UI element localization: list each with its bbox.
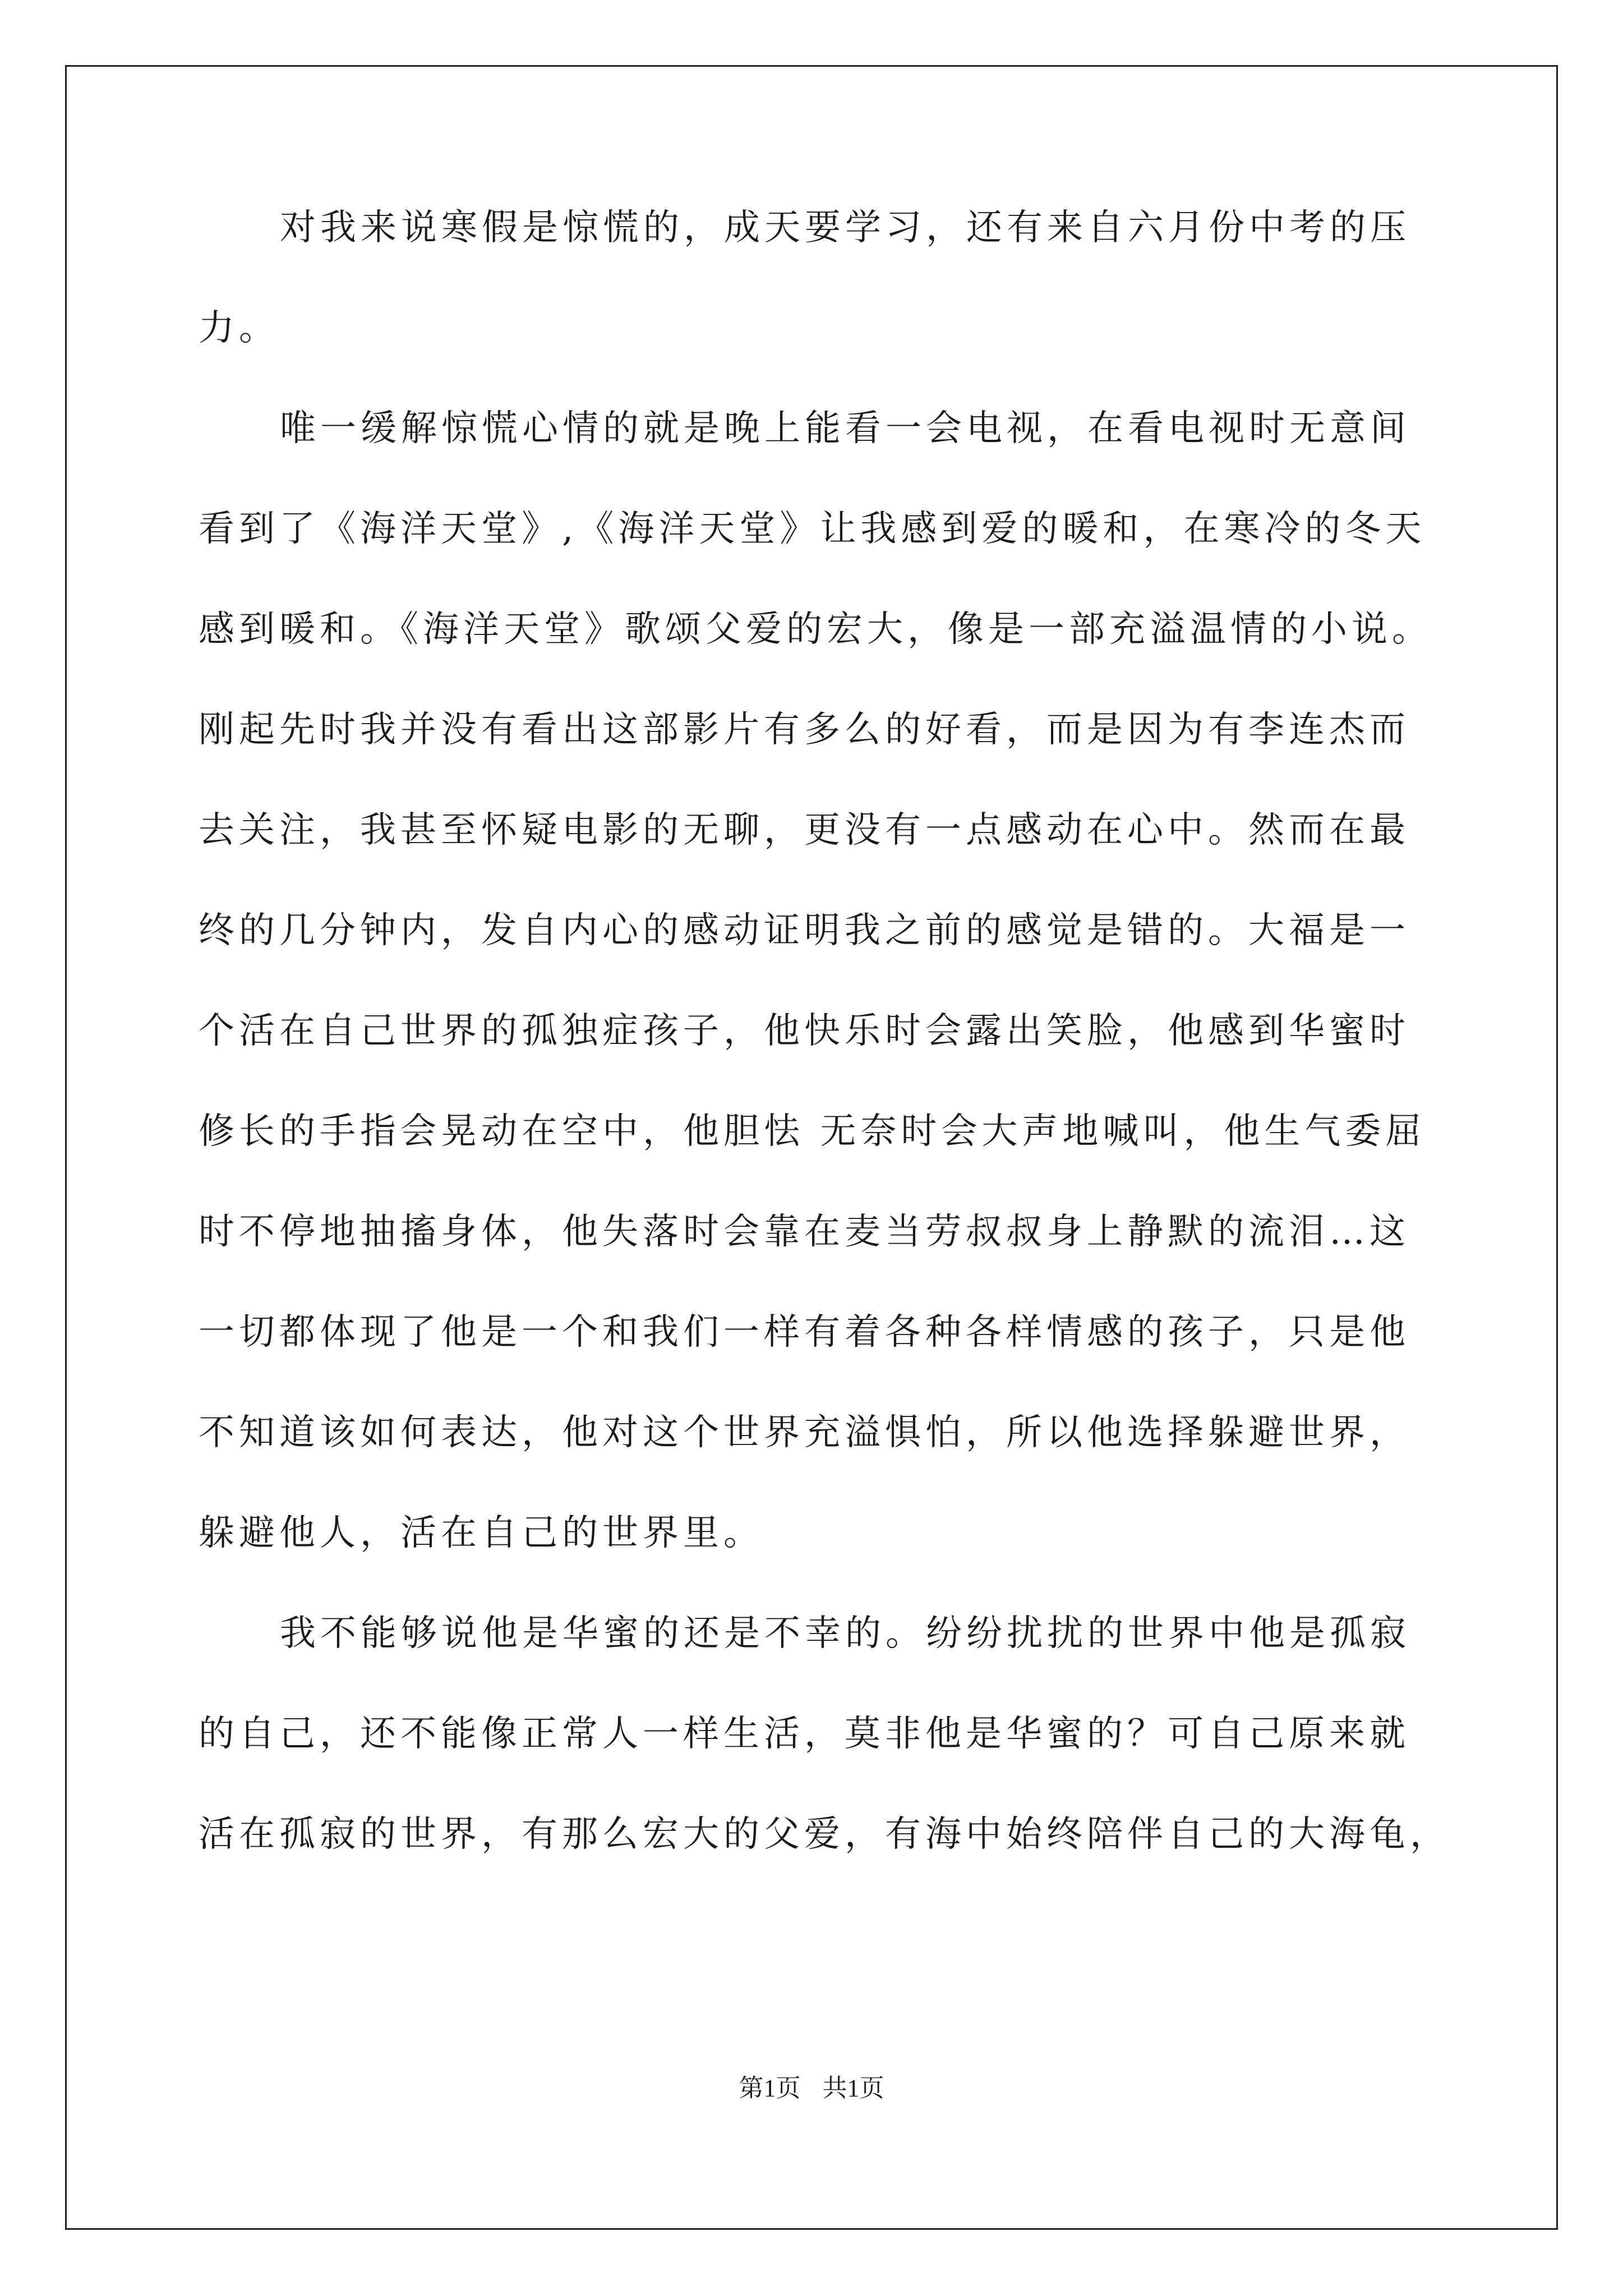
paragraph-2-line-4: 刚起先时我并没有看出这部影片有多么的好看，而是因为有李连杰而 xyxy=(199,709,1410,751)
paragraph-2-line-5: 去关注，我甚至怀疑电影的无聊，更没有一点感动在心中。然而在最 xyxy=(199,809,1410,851)
paragraph-2-line-9: 时不停地抽搐身体，他失落时会靠在麦当劳叔叔身上静默的流泪…这 xyxy=(199,1211,1410,1253)
page-total: 共1页 xyxy=(822,2074,884,2102)
page-footer xyxy=(0,2074,1623,2102)
page-number: 第1页 xyxy=(739,2074,801,2102)
paragraph-2-line-6: 终的几分钟内，发自内心的感动证明我之前的感觉是错的。大福是一 xyxy=(199,910,1410,951)
paragraph-2-line-8: 修长的手指会晃动在空中，他胆怯 无奈时会大声地喊叫，他生气委屈 xyxy=(199,1111,1426,1152)
paragraph-1-line-1: 对我来说寒假是惊慌的，成天要学习，还有来自六月份中考的压 xyxy=(280,207,1410,249)
paragraph-2-line-11: 不知道该如何表达，他对这个世界充溢惧怕，所以他选择躲避世界， xyxy=(199,1412,1410,1453)
paragraph-2-line-1: 唯一缓解惊慌心情的就是晚上能看一会电视，在看电视时无意间 xyxy=(280,408,1410,449)
paragraph-2-line-2: 看到了《海洋天堂》,《海洋天堂》让我感到爱的暖和，在寒冷的冬天 xyxy=(199,508,1426,550)
paragraph-2-line-7: 个活在自己世界的孤独症孩子，他快乐时会露出笑脸，他感到华蜜时 xyxy=(199,1010,1410,1052)
paragraph-3-line-2: 的自己，还不能像正常人一样生活，莫非他是华蜜的？可自己原来就 xyxy=(199,1713,1410,1755)
paragraph-3-line-3: 活在孤寂的世界，有那么宏大的父爱，有海中始终陪伴自己的大海龟， xyxy=(199,1814,1450,1855)
paragraph-1-line-2: 力。 xyxy=(199,307,279,349)
paragraph-2-line-10: 一切都体现了他是一个和我们一样有着各种各样情感的孩子，只是他 xyxy=(199,1312,1410,1353)
paragraph-3-line-1: 我不能够说他是华蜜的还是不幸的。纷纷扰扰的世界中他是孤寂 xyxy=(280,1613,1410,1654)
paragraph-2-line-12: 躲避他人，活在自己的世界里。 xyxy=(199,1512,764,1554)
paragraph-2-line-3: 感到暖和。《海洋天堂》歌颂父爱的宏大，像是一部充溢温情的小说。 xyxy=(199,609,1432,650)
